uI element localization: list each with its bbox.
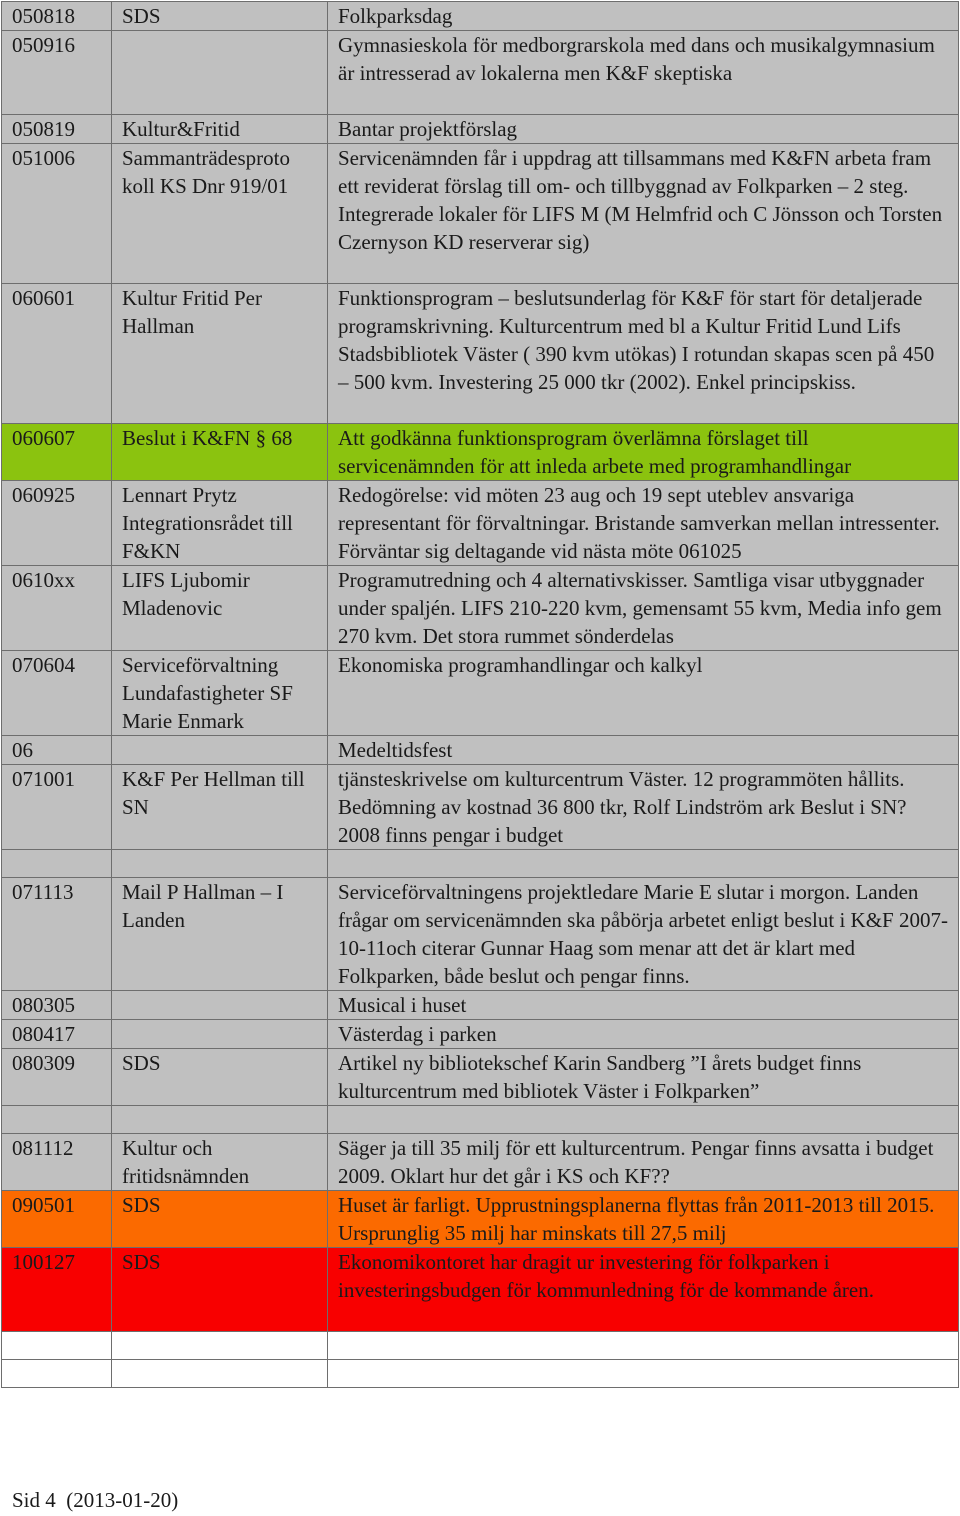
source-cell: SDS <box>112 1191 328 1248</box>
date-cell <box>2 1332 112 1360</box>
description-cell: Redogörelse: vid möten 23 aug och 19 sept uteblev ansvariga representant för förvaltningar. Bristande samverkan mellan intressenter. Förväntar sig deltagande vid nästa möte 061025 <box>328 481 959 566</box>
date-cell: 051006 <box>2 144 112 284</box>
source-cell: Serviceförvaltning Lundafastigheter SF Marie Enmark <box>112 651 328 736</box>
description-cell <box>328 1106 959 1134</box>
date-cell: 080305 <box>2 991 112 1020</box>
source-cell <box>112 31 328 115</box>
description-cell <box>328 1360 959 1388</box>
table-row <box>2 991 959 1020</box>
table-row <box>2 1134 959 1191</box>
description-cell: Västerdag i parken <box>328 1020 959 1049</box>
description-cell: Ekonomiska programhandlingar och kalkyl <box>328 651 959 736</box>
table-row <box>2 144 959 284</box>
table-row <box>2 566 959 651</box>
date-cell: 060607 <box>2 424 112 481</box>
table-row <box>2 878 959 991</box>
description-cell <box>328 1332 959 1360</box>
description-cell: Folkparksdag <box>328 2 959 31</box>
table-row <box>2 284 959 424</box>
source-cell <box>112 1360 328 1388</box>
table-row <box>2 1020 959 1049</box>
timeline-table <box>1 1 959 1388</box>
table-row <box>2 115 959 144</box>
table-row <box>2 2 959 31</box>
source-cell: Kultur Fritid Per Hallman <box>112 284 328 424</box>
description-cell: Musical i huset <box>328 991 959 1020</box>
source-cell: Mail P Hallman – I Landen <box>112 878 328 991</box>
description-cell: Funktionsprogram – beslutsunderlag för K&F för start för detaljerade programskrivning. Kulturcentrum med bl a Kultur Fritid Lund Lifs Stadsbibliotek Väster ( 390 kvm utökas) I rotundan skapas scen på 450 – 500 kvm. Investering 25 000 tkr (2002). Enkel principskiss. <box>328 284 959 424</box>
date-cell <box>2 1360 112 1388</box>
date-cell: 080417 <box>2 1020 112 1049</box>
date-cell: 070604 <box>2 651 112 736</box>
source-cell: Lennart Prytz Integrationsrådet till F&KN <box>112 481 328 566</box>
description-cell <box>328 850 959 878</box>
description-cell: tjänsteskrivelse om kulturcentrum Väster. 12 programmöten hållits. Bedömning av kostnad 36 800 tkr, Rolf Lindström ark Beslut i SN? 2008 finns pengar i budget <box>328 765 959 850</box>
description-cell: Gymnasieskola för medborgrarskola med dans och musikalgymnasium är intresserad av lokalerna men K&F skeptiska <box>328 31 959 115</box>
table-row <box>2 1332 959 1360</box>
description-cell: Servicenämnden får i uppdrag att tillsammans med K&FN arbeta fram ett reviderat förslag till om- och tillbyggnad av Folkparken – 2 steg. Integrerade lokaler för LIFS M (M Helmfrid och C Jönsson och Torsten Czernyson KD reserverar sig) <box>328 144 959 284</box>
description-cell: Att godkänna funktionsprogram överlämna förslaget till servicenämnden för att inleda arbete med programhandlingar <box>328 424 959 481</box>
source-cell <box>112 1020 328 1049</box>
table-row <box>2 765 959 850</box>
source-cell: Kultur och fritidsnämnden <box>112 1134 328 1191</box>
source-cell: Sammanträdesproto koll KS Dnr 919/01 <box>112 144 328 284</box>
source-cell: SDS <box>112 1049 328 1106</box>
description-cell: Säger ja till 35 milj för ett kulturcentrum. Pengar finns avsatta i budget 2009. Oklart hur det går i KS och KF?? <box>328 1134 959 1191</box>
table-row <box>2 736 959 765</box>
date-cell: 090501 <box>2 1191 112 1248</box>
table-row <box>2 1191 959 1248</box>
table-row <box>2 1248 959 1332</box>
date-cell: 081112 <box>2 1134 112 1191</box>
date-cell: 080309 <box>2 1049 112 1106</box>
date-cell: 0610xx <box>2 566 112 651</box>
description-cell: Ekonomikontoret har dragit ur investering för folkparken i investeringsbudgen för kommunledning för de kommande åren. <box>328 1248 959 1332</box>
date-cell: 060601 <box>2 284 112 424</box>
page-footer <box>12 1486 178 1514</box>
description-cell: Bantar projektförslag <box>328 115 959 144</box>
source-cell: Beslut i K&FN § 68 <box>112 424 328 481</box>
date-cell: 050916 <box>2 31 112 115</box>
timeline-body <box>2 2 959 1388</box>
date-cell <box>2 850 112 878</box>
description-cell: Serviceförvaltningens projektledare Marie E slutar i morgon. Landen frågar om servicenämnden ska påbörja arbetet enligt beslut i K&F 2007-10-11och citerar Gunnar Haag som menar att det är klart med Folkparken, både beslut och pengar finns. <box>328 878 959 991</box>
table-row <box>2 31 959 115</box>
source-cell <box>112 1106 328 1134</box>
date-cell: 050819 <box>2 115 112 144</box>
table-row <box>2 1360 959 1388</box>
table-row <box>2 481 959 566</box>
source-cell <box>112 991 328 1020</box>
date-cell: 071001 <box>2 765 112 850</box>
document-date: (2013-01-20) <box>66 1488 179 1512</box>
table-row <box>2 1106 959 1134</box>
table-row <box>2 850 959 878</box>
description-cell: Huset är farligt. Upprustningsplanerna flyttas från 2011-2013 till 2015. Ursprunglig 35 milj har minskats till 27,5 milj <box>328 1191 959 1248</box>
date-cell: 100127 <box>2 1248 112 1332</box>
date-cell: 06 <box>2 736 112 765</box>
source-cell <box>112 736 328 765</box>
date-cell: 050818 <box>2 2 112 31</box>
description-cell: Programutredning och 4 alternativskisser. Samtliga visar utbyggnader under spaljén. LIFS 210-220 kvm, gemensamt 55 kvm, Media info gem 270 kvm. Det stora rummet sönderdelas <box>328 566 959 651</box>
source-cell: SDS <box>112 1248 328 1332</box>
date-cell <box>2 1106 112 1134</box>
source-cell <box>112 1332 328 1360</box>
date-cell: 071113 <box>2 878 112 991</box>
table-row <box>2 424 959 481</box>
table-row <box>2 1049 959 1106</box>
source-cell <box>112 850 328 878</box>
description-cell: Medeltidsfest <box>328 736 959 765</box>
source-cell: SDS <box>112 2 328 31</box>
date-cell: 060925 <box>2 481 112 566</box>
source-cell: LIFS Ljubomir Mladenovic <box>112 566 328 651</box>
table-row <box>2 651 959 736</box>
description-cell: Artikel ny bibliotekschef Karin Sandberg ”I årets budget finns kulturcentrum med bibliotek Väster i Folkparken” <box>328 1049 959 1106</box>
source-cell: Kultur&Fritid <box>112 115 328 144</box>
source-cell: K&F Per Hellman till SN <box>112 765 328 850</box>
page-number: Sid 4 <box>12 1488 56 1512</box>
